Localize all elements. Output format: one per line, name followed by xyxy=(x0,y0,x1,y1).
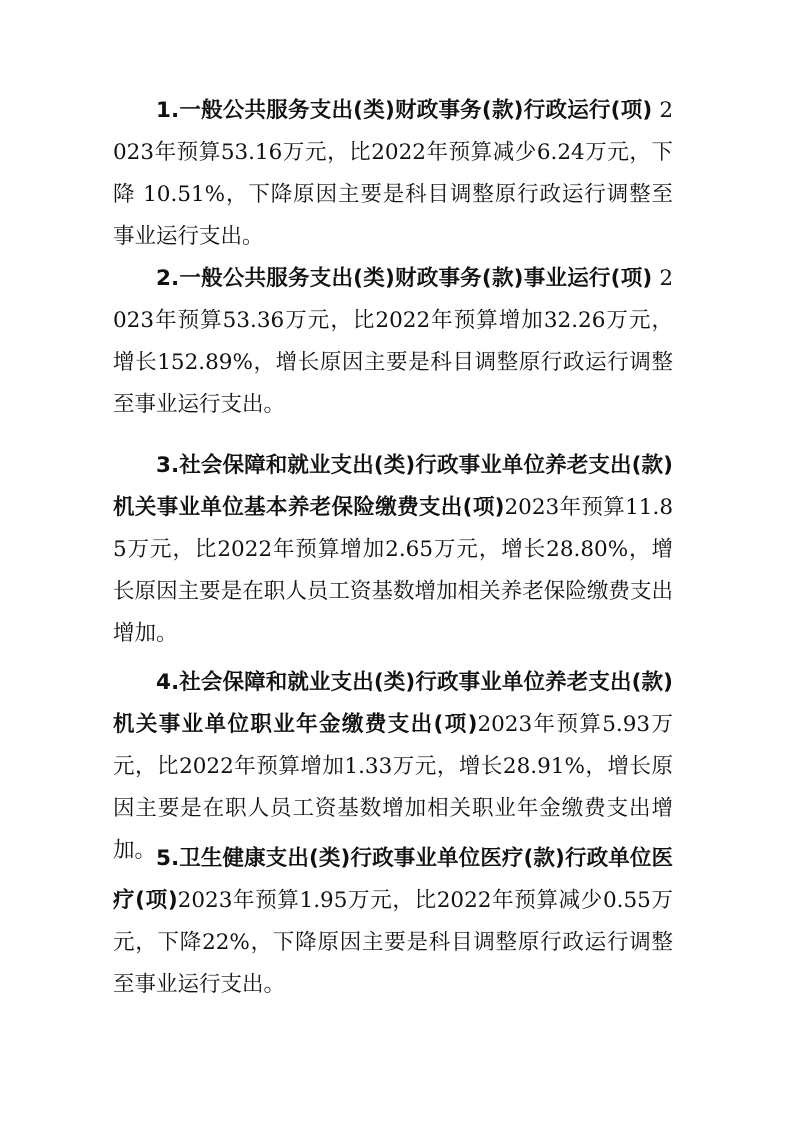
item-5-heading: 5.卫生健康支出(类)行政事业单位医疗(款)行政单位医疗(项) xyxy=(113,846,673,913)
item-1-heading: 1.一般公共服务支出(类)财政事务(款)行政运行(项) xyxy=(156,98,653,123)
item-2-text: 2023年预算53.36万元，比2022年预算增加32.26万元，增长152.89%，增长原因主要是科目调整原行政运行调整至事业运行支出。 xyxy=(113,266,674,417)
item-2-heading: 2.一般公共服务支出(类)财政事务(款)事业运行(项) xyxy=(156,266,653,291)
item-4-heading: 4.社会保障和就业支出(类)行政事业单位养老支出(款)机关事业单位职业年金缴费支出(项) xyxy=(113,670,673,737)
budget-item-paragraph-2 xyxy=(113,258,673,426)
item-4-text: 2023年预算5.93万元，比2022年预算增加1.33万元，增长28.91%，增长原因主要是在职人员工资基数增加相关职业年金缴费支出增加。 xyxy=(113,712,674,863)
item-5-text: 2023年预算1.95万元，比2022年预算减少0.55万元，下降22%，下降原因主要是科目调整原行政运行调整至事业运行支出。 xyxy=(113,888,673,997)
item-3-text: 2023年预算11.85万元，比2022年预算增加2.65万元，增长28.80%，增长原因主要是在职人员工资基数增加相关养老保险缴费支出增加。 xyxy=(113,495,673,646)
item-1-text: 2023年预算53.16万元，比2022年预算减少6.24万元，下降 10.51%，下降原因主要是科目调整原行政运行调整至事业运行支出。 xyxy=(113,98,674,249)
item-3-heading: 3.社会保障和就业支出(类)行政事业单位养老支出(款)机关事业单位基本养老保险缴费支出(项) xyxy=(113,453,673,520)
budget-item-paragraph-5 xyxy=(113,838,673,1006)
budget-item-paragraph-3 xyxy=(113,445,673,655)
budget-item-paragraph-1 xyxy=(113,90,673,258)
